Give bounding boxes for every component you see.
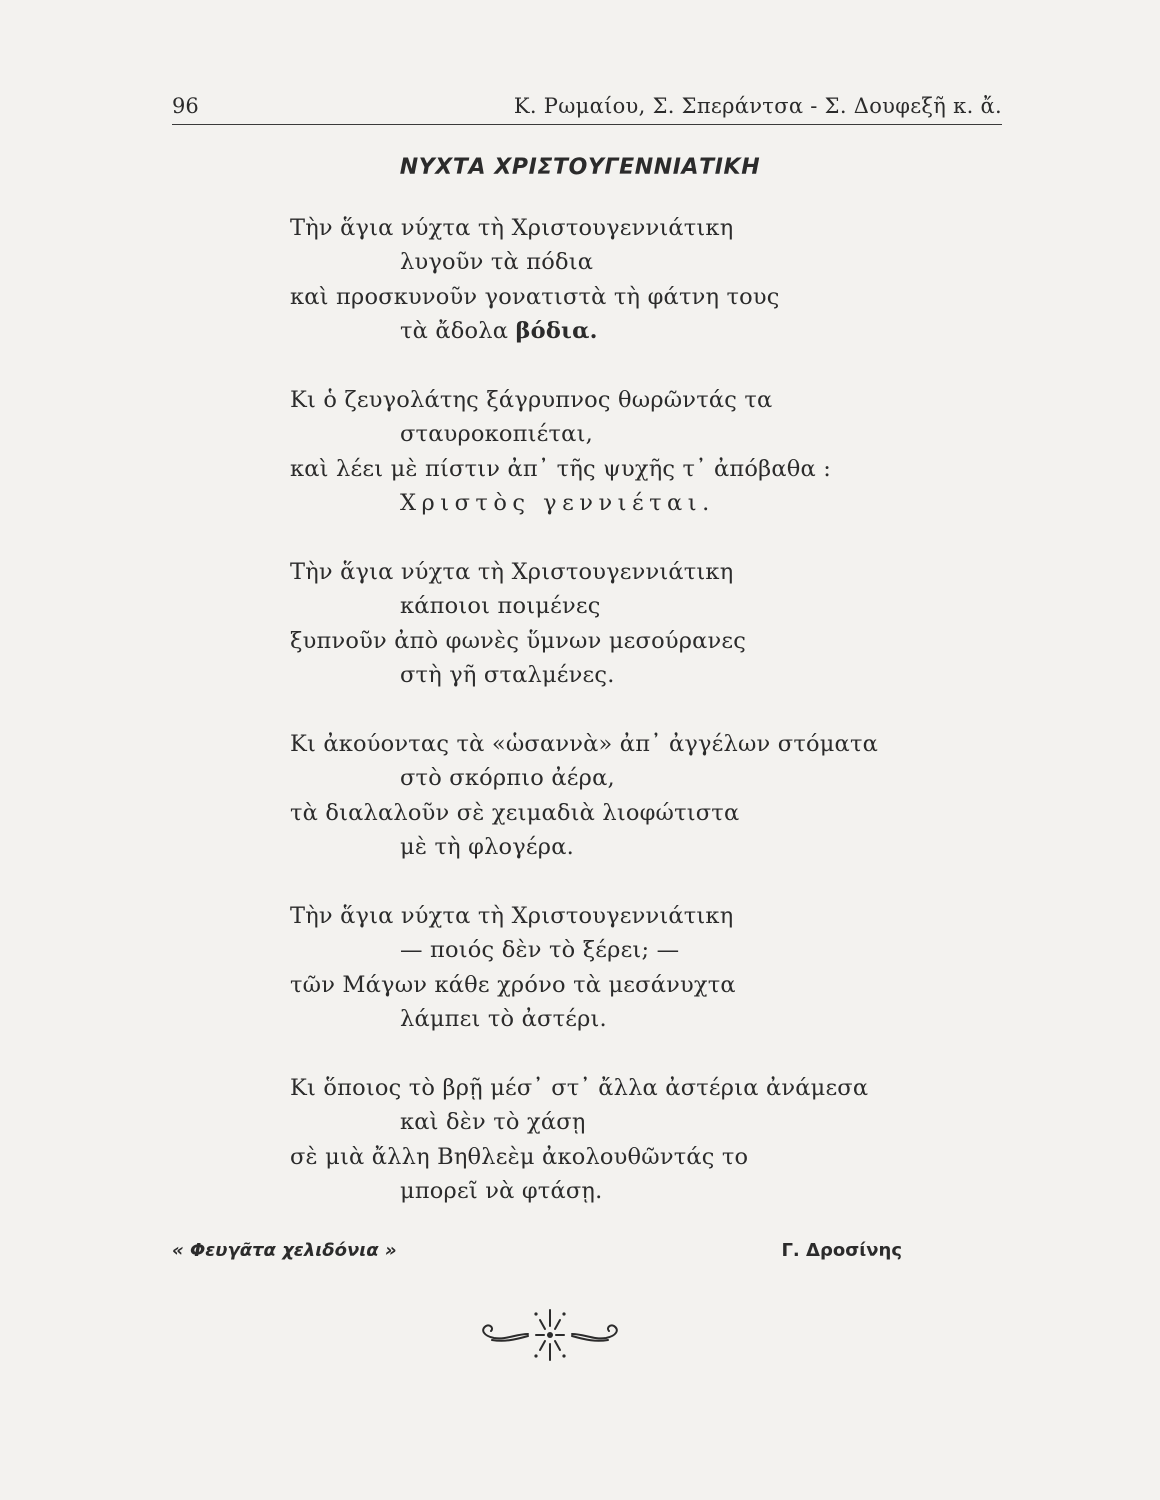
poem-line: Τὴν ἅγια νύχτα τὴ Χριστουγεννιάτικη: [290, 215, 734, 241]
poem-author: Γ. Δροσίνης: [781, 1240, 902, 1261]
poem-line: [400, 318, 598, 344]
running-head: [172, 92, 1002, 125]
flourish-ornament-icon: [470, 1300, 630, 1370]
poem-line-part: βόδια.: [515, 318, 598, 344]
running-title: Κ. Ρωμαίου, Σ. Σπεράντσα - Σ. Δουφεξῆ κ. ἄ.: [513, 94, 1002, 118]
poem-line: Τὴν ἅγια νύχτα τὴ Χριστουγεννιάτικη: [290, 903, 734, 929]
poem-line: σταυροκοπιέται,: [400, 421, 593, 447]
poem-line: ξυπνοῦν ἀπὸ φωνὲς ὕμνων μεσούρανες: [290, 628, 747, 654]
poem-line: Χριστὸς γεννιέται.: [400, 490, 715, 516]
poem-line: λυγοῦν τὰ πόδια: [400, 249, 594, 275]
poem-line: σὲ μιὰ ἄλλη Βηθλεὲμ ἀκολουθῶντάς το: [290, 1144, 749, 1170]
poem-line: κάποιοι ποιμένες: [400, 593, 601, 619]
poem-line: καὶ προσκυνοῦν γονατιστὰ τὴ φάτνη τους: [290, 284, 780, 310]
poem-line: Τὴν ἅγια νύχτα τὴ Χριστουγεννιάτικη: [290, 559, 734, 585]
poem-line: μπορεῖ νὰ φτάσῃ.: [400, 1178, 603, 1204]
poem-line: Κι ὅποιος τὸ βρῇ μέσ᾿ στ᾿ ἄλλα ἀστέρια ἀνάμεσα: [290, 1075, 869, 1101]
poem-line: λάμπει τὸ ἀστέρι.: [400, 1006, 607, 1032]
poem-line: καὶ δὲν τὸ χάσῃ: [400, 1109, 586, 1135]
poem-line: — ποιός δὲν τὸ ξέρει; —: [400, 937, 680, 963]
poem-line: τὰ διαλαλοῦν σὲ χειμαδιὰ λιοφώτιστα: [290, 800, 740, 826]
poem-line: Κι ἀκούοντας τὰ «ὡσαννὰ» ἀπ᾿ ἀγγέλων στόματα: [290, 731, 878, 757]
poem-line-part: τὰ ἄδολα: [400, 318, 509, 344]
poem-source: « Φευγᾶτα χελιδόνια »: [172, 1240, 397, 1261]
page-number: 96: [172, 94, 199, 118]
poem-line: Κι ὁ ζευγολάτης ξάγρυπνος θωρῶντάς τα: [290, 387, 773, 413]
poem-line: τῶν Μάγων κάθε χρόνο τὰ μεσάνυχτα: [290, 972, 736, 998]
poem-line: μὲ τὴ φλογέρα.: [400, 834, 574, 860]
poem-title: ΝΥΧΤΑ ΧΡΙΣΤΟΥΓΕΝΝΙΑΤΙΚΗ: [399, 155, 761, 180]
poem-line: στὸ σκόρπιο ἀέρα,: [400, 765, 615, 791]
poem-line: στὴ γῆ σταλμένες.: [400, 662, 615, 688]
poem-line: καὶ λέει μὲ πίστιν ἀπ᾿ τῆς ψυχῆς τ᾿ ἀπόβαθα :: [290, 456, 832, 482]
